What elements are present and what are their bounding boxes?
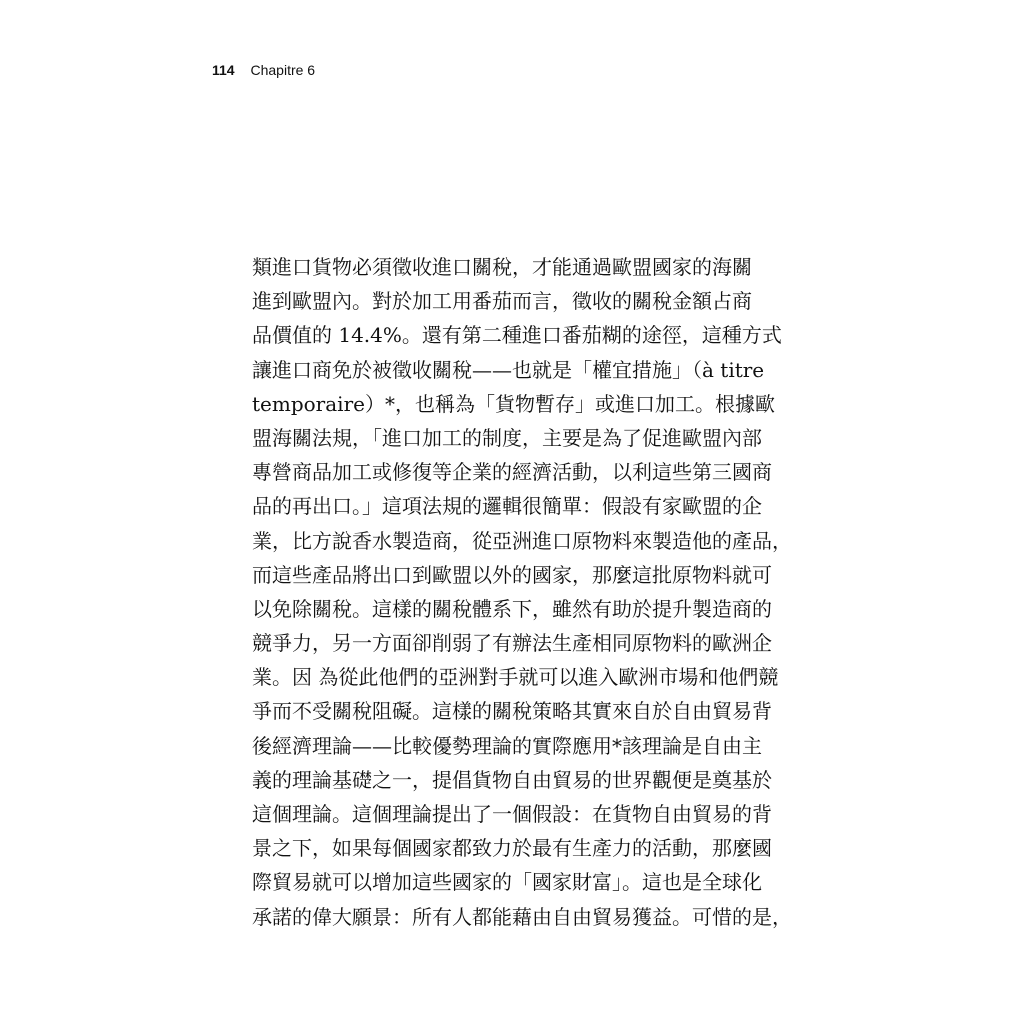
text-line: 這個理論。這個理論提出了一個假設：在貨物自由貿易的背: [252, 802, 772, 826]
body-text: [252, 250, 792, 934]
page-header: [212, 60, 315, 80]
text-line: 業，比方說香水製造商，從亞洲進口原物料來製造他的產品，: [252, 528, 792, 553]
text-line: 盟海關法規，「進口加工的制度，主要是為了促進歐盟內部: [252, 425, 762, 450]
text-line: 類進口貨物必須徵收進口關稅，才能通過歐盟國家的海關: [252, 255, 752, 279]
text-line: 品的再出口。」這項法規的邏輯很簡單：假設有家歐盟的企: [252, 494, 762, 519]
text-line: 後經濟理論——比較優勢理論的實際應用*該理論是自由主: [252, 733, 762, 758]
text-line: 而這些產品將出口到歐盟以外的國家，那麼這批原物料就可: [252, 562, 772, 587]
text-line: 以免除關稅。這樣的關稅體系下，雖然有助於提升製造商的: [252, 596, 772, 621]
text-line: 專營商品加工或修復等企業的經濟活動，以利這些第三國商: [252, 460, 772, 485]
text-line: 業。因 為從此他們的亞洲對手就可以進入歐洲市場和他們競: [252, 665, 779, 690]
page-number: 114: [212, 62, 235, 78]
text-line: 進到歐盟內。對於加工用番茄而言，徵收的關稅金額占商: [252, 289, 752, 314]
text-line: 景之下，如果每個國家都致力於最有生產力的活動，那麼國: [252, 836, 772, 861]
text-line: 競爭力，另一方面卻削弱了有辦法生產相同原物料的歐洲企: [252, 631, 772, 656]
text-line: temporaire）*，也稱為「貨物暫存」或進口加工。根據歐: [252, 391, 775, 416]
text-line: 讓進口商免於被徵收關稅——也就是「權宜措施」（à titre: [252, 357, 765, 382]
text-line: 承諾的偉大願景：所有人都能藉由自由貿易獲益。可惜的是，: [252, 904, 792, 929]
text-line: 義的理論基礎之一，提倡貨物自由貿易的世界觀便是奠基於: [252, 767, 772, 792]
text-line: 爭而不受關稅阻礙。這樣的關稅策略其實來自於自由貿易背: [252, 699, 772, 724]
text-line: 際貿易就可以增加這些國家的「國家財富」。這也是全球化: [252, 870, 762, 895]
text-line: 品價值的 14.4%。還有第二種進口番茄糊的途徑，這種方式: [252, 323, 782, 348]
chapter-title: Chapitre 6: [250, 62, 316, 78]
